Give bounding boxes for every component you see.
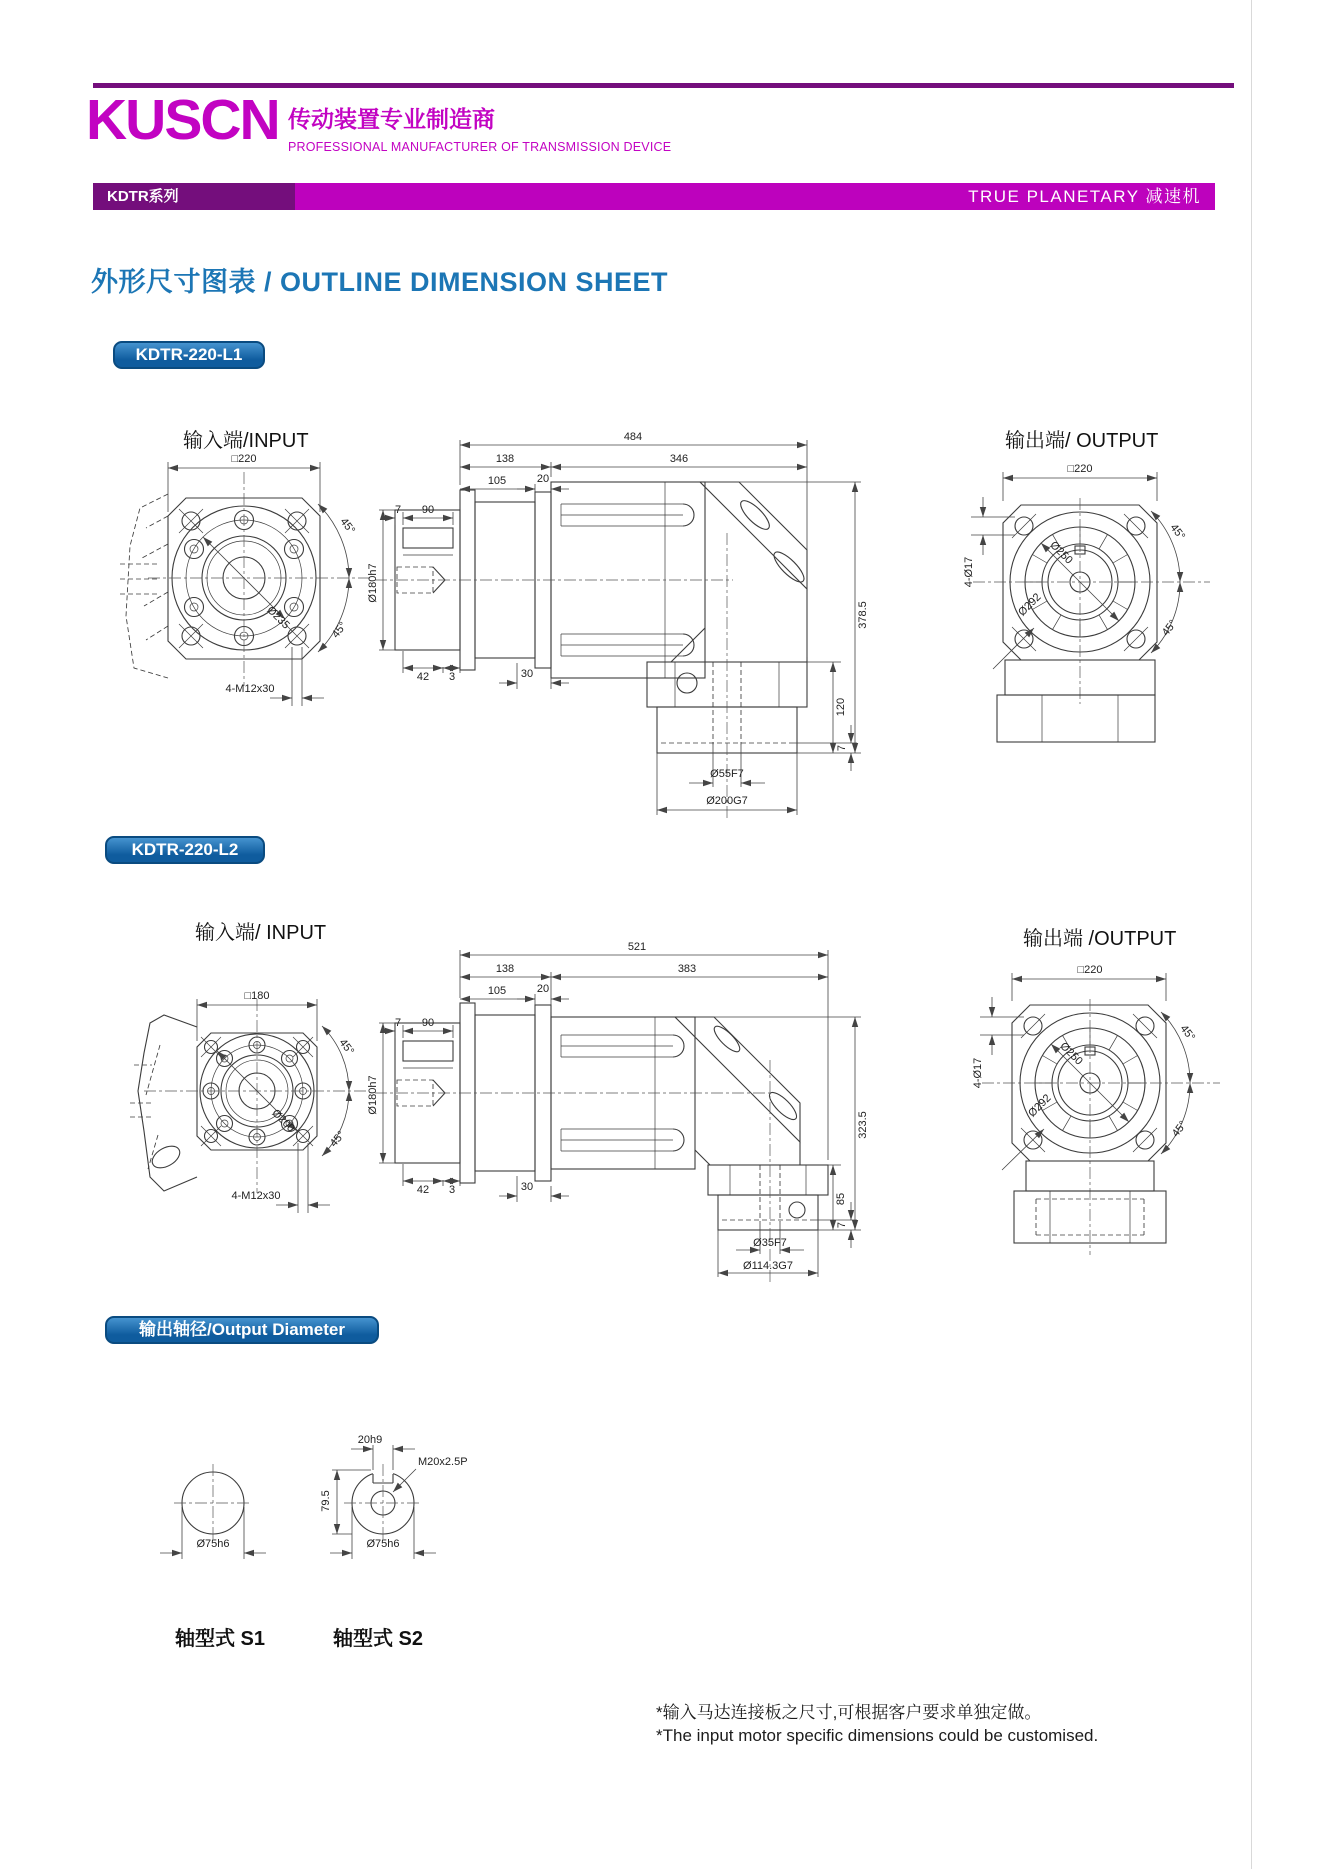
dim-l2-rear: 383 xyxy=(677,963,697,975)
dim-l2-spigot: Ø114.3G7 xyxy=(743,1260,793,1272)
dim-l2-30: 30 xyxy=(520,1181,534,1193)
dim-l2-90: 90 xyxy=(421,1017,435,1029)
dim-l2-42: 42 xyxy=(416,1184,430,1196)
dim-l1-bore: Ø55F7 xyxy=(710,768,744,780)
dim-l1-30: 30 xyxy=(520,668,534,680)
l2-output-dimensions xyxy=(972,964,1197,1170)
dim-l2-input-angle-bottom: 45° xyxy=(327,1128,348,1150)
shaft-type-s1-label: 轴型式 S1 xyxy=(175,1628,266,1650)
dim-l1-output-square: □220 xyxy=(1067,463,1093,475)
model-badge-l2: KDTR-220-L2 xyxy=(105,836,265,864)
dim-s1-dia: Ø75h6 xyxy=(196,1538,230,1550)
dim-l1-42: 42 xyxy=(416,671,430,683)
dim-s2-dia: Ø75h6 xyxy=(366,1538,400,1550)
l1-output-view xyxy=(945,412,1255,757)
dim-l1-output-angle-top: 45° xyxy=(1167,521,1188,543)
l2-output-view xyxy=(950,955,1260,1300)
dim-l1-input-square: □220 xyxy=(231,453,257,465)
series-badge: KDTR系列 xyxy=(93,183,295,210)
page-title: 外形尺寸图表 / OUTLINE DIMENSION SHEET xyxy=(91,267,669,297)
l2-input-dimensions xyxy=(197,990,356,1213)
dim-l1-90: 90 xyxy=(421,504,435,516)
dim-l2-output-d250: Ø250 xyxy=(1057,1040,1085,1068)
shaft-diagrams xyxy=(130,1425,490,1650)
dim-l2-input-bolts: 4-M12x30 xyxy=(231,1190,281,1202)
l2-input-view xyxy=(100,945,400,1290)
shaft-s1-drawing xyxy=(160,1464,266,1559)
dim-l2-input-square: □180 xyxy=(244,990,270,1002)
l1-input-view xyxy=(100,416,400,761)
dim-l1-output-angle-bottom: 45° xyxy=(1159,617,1180,639)
dim-l1-input-angle-bottom: 45° xyxy=(329,619,350,641)
dim-l1-output-holes: 4-Ø17 xyxy=(963,556,975,588)
dim-l2-input-angle-top: 45° xyxy=(336,1036,357,1058)
l1-input-label: 输入端/INPUT xyxy=(183,430,309,452)
dim-l2-output-angle-bottom: 45° xyxy=(1169,1118,1190,1140)
dim-l2-base-t: 7 xyxy=(836,1221,848,1229)
dim-l1-spigot: Ø200G7 xyxy=(706,795,748,807)
brand-tagline-zh: 传动装置专业制造商 xyxy=(288,106,495,132)
output-diameter-badge: 输出轴径/Output Diameter xyxy=(105,1316,379,1344)
dim-l2-height: 323.5 xyxy=(857,1111,869,1139)
dim-l1-total: 484 xyxy=(623,431,643,443)
footnote-zh: *输入马达连接板之尺寸,可根据客户要求单独定做。 xyxy=(656,1703,1042,1722)
dim-l2-output-d292: Ø292 xyxy=(1026,1092,1054,1120)
model-badge-l1: KDTR-220-L1 xyxy=(113,341,265,369)
dim-l1-7: 7 xyxy=(394,504,402,516)
shaft-s2-drawing xyxy=(320,1434,468,1559)
dim-l2-output-holes: 4-Ø17 xyxy=(972,1057,984,1089)
dim-l1-input-bolts: 4-M12x30 xyxy=(225,683,275,695)
shaft-type-s2-label: 轴型式 S2 xyxy=(333,1628,424,1650)
l1-input-flange-drawing xyxy=(148,472,370,686)
brand-logo: KUSCN xyxy=(86,88,279,152)
brand-tagline-en: PROFESSIONAL MANUFACTURER OF TRANSMISSION DEVICE xyxy=(288,140,672,154)
dim-l1-base-t: 7 xyxy=(836,744,848,752)
dim-l2-front: 138 xyxy=(495,963,515,975)
dim-l2-7: 7 xyxy=(394,1017,402,1029)
l2-input-flange-drawing xyxy=(144,999,368,1193)
l2-side-view xyxy=(365,940,905,1290)
dim-l1-input-bolt-circle: Ø235 xyxy=(264,604,292,632)
dim-l2-hub: Ø180h7 xyxy=(367,1075,379,1115)
l1-input-dimensions xyxy=(168,453,357,706)
series-band-right: TRUE PLANETARY 减速机 xyxy=(295,183,1215,210)
l1-output-dimensions xyxy=(963,463,1187,669)
dim-l2-input-bolt-circle: Ø200 xyxy=(269,1107,297,1135)
dim-l2-3: 3 xyxy=(448,1184,456,1196)
dim-l1-front: 138 xyxy=(495,453,515,465)
series-band xyxy=(93,183,1215,210)
dim-l2-total: 521 xyxy=(627,941,647,953)
dim-s2-key: 20h9 xyxy=(357,1434,383,1446)
dim-l1-input-angle-top: 45° xyxy=(337,515,358,537)
l2-input-motor-plate xyxy=(130,1015,197,1191)
l1-side-dimensions xyxy=(367,431,869,815)
dim-l1-3: 3 xyxy=(448,671,456,683)
l1-output-label: 输出端/ OUTPUT xyxy=(1005,430,1159,452)
dim-l1-20: 20 xyxy=(536,473,550,485)
l2-output-label: 输出端 /OUTPUT xyxy=(1023,928,1177,950)
dim-l1-rear: 346 xyxy=(669,453,689,465)
dim-l1-base-h: 120 xyxy=(835,697,847,717)
dim-s2-thread: M20x2.5P xyxy=(418,1456,468,1468)
dim-l1-hub: Ø180h7 xyxy=(367,563,379,603)
l1-side-view xyxy=(365,415,905,835)
dim-l2-output-square: □220 xyxy=(1077,964,1103,976)
dim-l2-output-angle-top: 45° xyxy=(1177,1022,1198,1044)
dim-l1-output-d292: Ø292 xyxy=(1016,591,1044,619)
dim-l1-105: 105 xyxy=(487,475,507,487)
l2-input-label: 输入端/ INPUT xyxy=(195,922,327,944)
dim-l2-105: 105 xyxy=(487,985,507,997)
dim-l2-base-h: 85 xyxy=(835,1192,847,1206)
l1-input-motor-plate xyxy=(120,494,168,678)
dim-l1-output-d250: Ø250 xyxy=(1047,539,1075,567)
dim-l2-bore: Ø35F7 xyxy=(753,1237,787,1249)
dim-l1-height: 378.5 xyxy=(857,601,869,629)
dim-l2-20: 20 xyxy=(536,983,550,995)
footnote-en: *The input motor specific dimensions could be customised. xyxy=(656,1726,1099,1745)
page-edge-line xyxy=(1251,0,1252,1869)
dim-s2-height: 79.5 xyxy=(320,1490,332,1512)
